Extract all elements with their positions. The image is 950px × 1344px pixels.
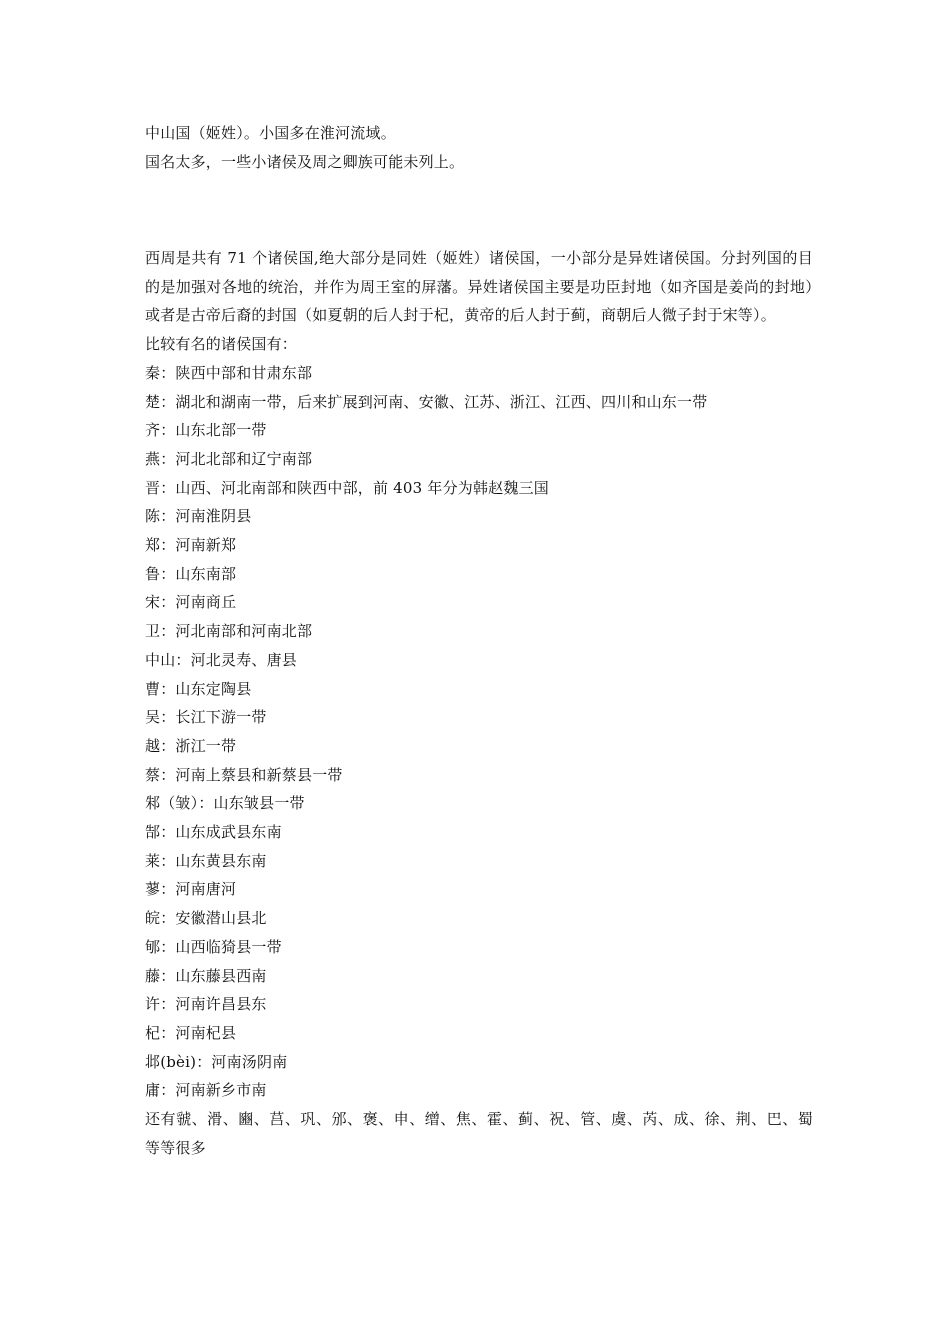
state-location: 河南唐河 [175, 880, 237, 899]
state-separator: ： [198, 794, 214, 813]
state-list [145, 359, 813, 1105]
list-item [145, 703, 813, 732]
state-location: 山东藤县西南 [175, 966, 267, 985]
state-separator: ： [160, 823, 176, 842]
main-block [145, 244, 813, 1163]
state-separator: ： [160, 966, 176, 985]
closing-paragraph: 还有虢、滑、豳、莒、巩、邠、褒、申、缯、焦、霍、蓟、祝、管、虞、芮、成、徐、荆、巴、蜀 等等很多 [145, 1110, 813, 1157]
state-location: 河北南部和河南北部 [175, 622, 313, 641]
state-name: 邶(bèi) [145, 1052, 197, 1071]
state-separator: ： [160, 536, 176, 555]
state-separator: ： [160, 622, 176, 641]
state-name: 邾（皱） [145, 794, 199, 813]
state-name: 吴 [145, 708, 161, 727]
state-name: 宋 [145, 593, 161, 612]
list-item [145, 560, 813, 589]
state-separator: ： [160, 1081, 176, 1100]
state-separator: ： [175, 650, 191, 669]
state-location: 河南新乡市南 [175, 1081, 267, 1100]
state-separator: ： [160, 564, 176, 583]
state-location: 山东北部一带 [175, 421, 267, 440]
state-name: 郇 [145, 937, 161, 956]
state-separator: ： [160, 478, 176, 497]
list-item [145, 847, 813, 876]
state-name: 莱 [145, 851, 161, 870]
state-name: 中山 [145, 650, 176, 669]
state-location: 河南杞县 [175, 1023, 237, 1042]
state-name: 陈 [145, 507, 161, 526]
state-separator: ： [160, 880, 176, 899]
state-location: 湖北和湖南一带，后来扩展到河南、安徽、江苏、浙江、江西、四川和山东一带 [175, 392, 708, 411]
main-paragraph: 西周是共有 71 个诸侯国,绝大部分是同姓（姬姓）诸侯国，一小部分是异姓诸侯国。分封列国的目的是加强对各地的统治，并作为周王室的屏藩。异姓诸侯国主要是功臣封地（如齐国是姜尚的封地）或者是古帝后裔的封国（如夏朝的后人封于杞，黄帝的后人封于蓟，商朝后人微子封于宋等）。 [145, 249, 813, 325]
list-item [145, 617, 813, 646]
list-item [145, 445, 813, 474]
state-separator: ： [160, 363, 176, 382]
state-name: 皖 [145, 909, 161, 928]
list-item [145, 818, 813, 847]
state-name: 燕 [145, 449, 161, 468]
state-location: 山西、河北南部和陕西中部，前 403 年分为韩赵魏三国 [175, 478, 549, 497]
state-name: 蔡 [145, 765, 161, 784]
state-separator: ： [160, 421, 176, 440]
list-item [145, 933, 813, 962]
list-heading: 比较有名的诸侯国有： [145, 335, 298, 354]
state-location: 河南上蔡县和新蔡县一带 [175, 765, 343, 784]
state-separator: ： [160, 392, 176, 411]
list-item [145, 675, 813, 704]
state-location: 山东成武县东南 [175, 823, 282, 842]
state-name: 鲁 [145, 564, 161, 583]
state-location: 山东黄县东南 [175, 851, 267, 870]
list-item [145, 732, 813, 761]
list-item [145, 789, 813, 818]
list-item [145, 875, 813, 904]
state-name: 许 [145, 995, 161, 1014]
state-separator: ： [160, 708, 176, 727]
state-name: 卫 [145, 622, 161, 641]
state-name: 楚 [145, 392, 161, 411]
state-separator: ： [196, 1052, 212, 1071]
list-item [145, 388, 813, 417]
state-location: 河北灵寿、唐县 [190, 650, 298, 669]
state-location: 长江下游一带 [175, 708, 267, 727]
state-separator: ： [160, 995, 176, 1014]
state-separator: ： [160, 765, 176, 784]
list-item [145, 962, 813, 991]
state-location: 山东南部 [175, 564, 237, 583]
state-separator: ： [160, 937, 176, 956]
intro-line-2: 国名太多，一些小诸侯及周之卿族可能未列上。 [145, 152, 465, 171]
list-item [145, 359, 813, 388]
list-item [145, 1076, 813, 1105]
list-item [145, 531, 813, 560]
list-item [145, 1019, 813, 1048]
list-item [145, 1048, 813, 1077]
state-location: 河南淮阴县 [175, 507, 252, 526]
state-location: 河南许昌县东 [175, 995, 267, 1014]
list-item [145, 474, 813, 503]
state-name: 齐 [145, 421, 161, 440]
state-location: 山西临猗县一带 [175, 937, 282, 956]
list-item [145, 588, 813, 617]
list-item [145, 416, 813, 445]
state-location: 山东定陶县 [175, 679, 252, 698]
state-separator: ： [160, 1023, 176, 1042]
state-name: 曹 [145, 679, 161, 698]
state-name: 郑 [145, 536, 161, 555]
list-item [145, 904, 813, 933]
state-name: 越 [145, 736, 161, 755]
state-separator: ： [160, 593, 176, 612]
state-name: 晋 [145, 478, 161, 497]
state-name: 蓼 [145, 880, 161, 899]
state-name: 杞 [145, 1023, 161, 1042]
intro-block [145, 119, 813, 176]
state-location: 河南新郑 [175, 536, 237, 555]
list-item [145, 990, 813, 1019]
state-name: 郜 [145, 823, 161, 842]
state-separator: ： [160, 736, 176, 755]
state-name: 庸 [145, 1081, 161, 1100]
state-separator: ： [160, 449, 176, 468]
state-separator: ： [160, 851, 176, 870]
state-location: 河南汤阴南 [211, 1052, 288, 1071]
state-location: 安徽潜山县北 [175, 909, 267, 928]
state-separator: ： [160, 909, 176, 928]
state-name: 藤 [145, 966, 161, 985]
state-location: 河北北部和辽宁南部 [175, 449, 313, 468]
state-location: 河南商丘 [175, 593, 237, 612]
state-location: 浙江一带 [175, 736, 237, 755]
state-location: 山东皱县一带 [213, 794, 305, 813]
list-item [145, 502, 813, 531]
state-name: 秦 [145, 363, 161, 382]
list-item [145, 761, 813, 790]
state-separator: ： [160, 507, 176, 526]
list-item [145, 646, 813, 675]
state-location: 陕西中部和甘肃东部 [175, 363, 313, 382]
intro-line-1: 中山国（姬姓）。小国多在淮河流域。 [145, 124, 396, 142]
state-separator: ： [160, 679, 176, 698]
